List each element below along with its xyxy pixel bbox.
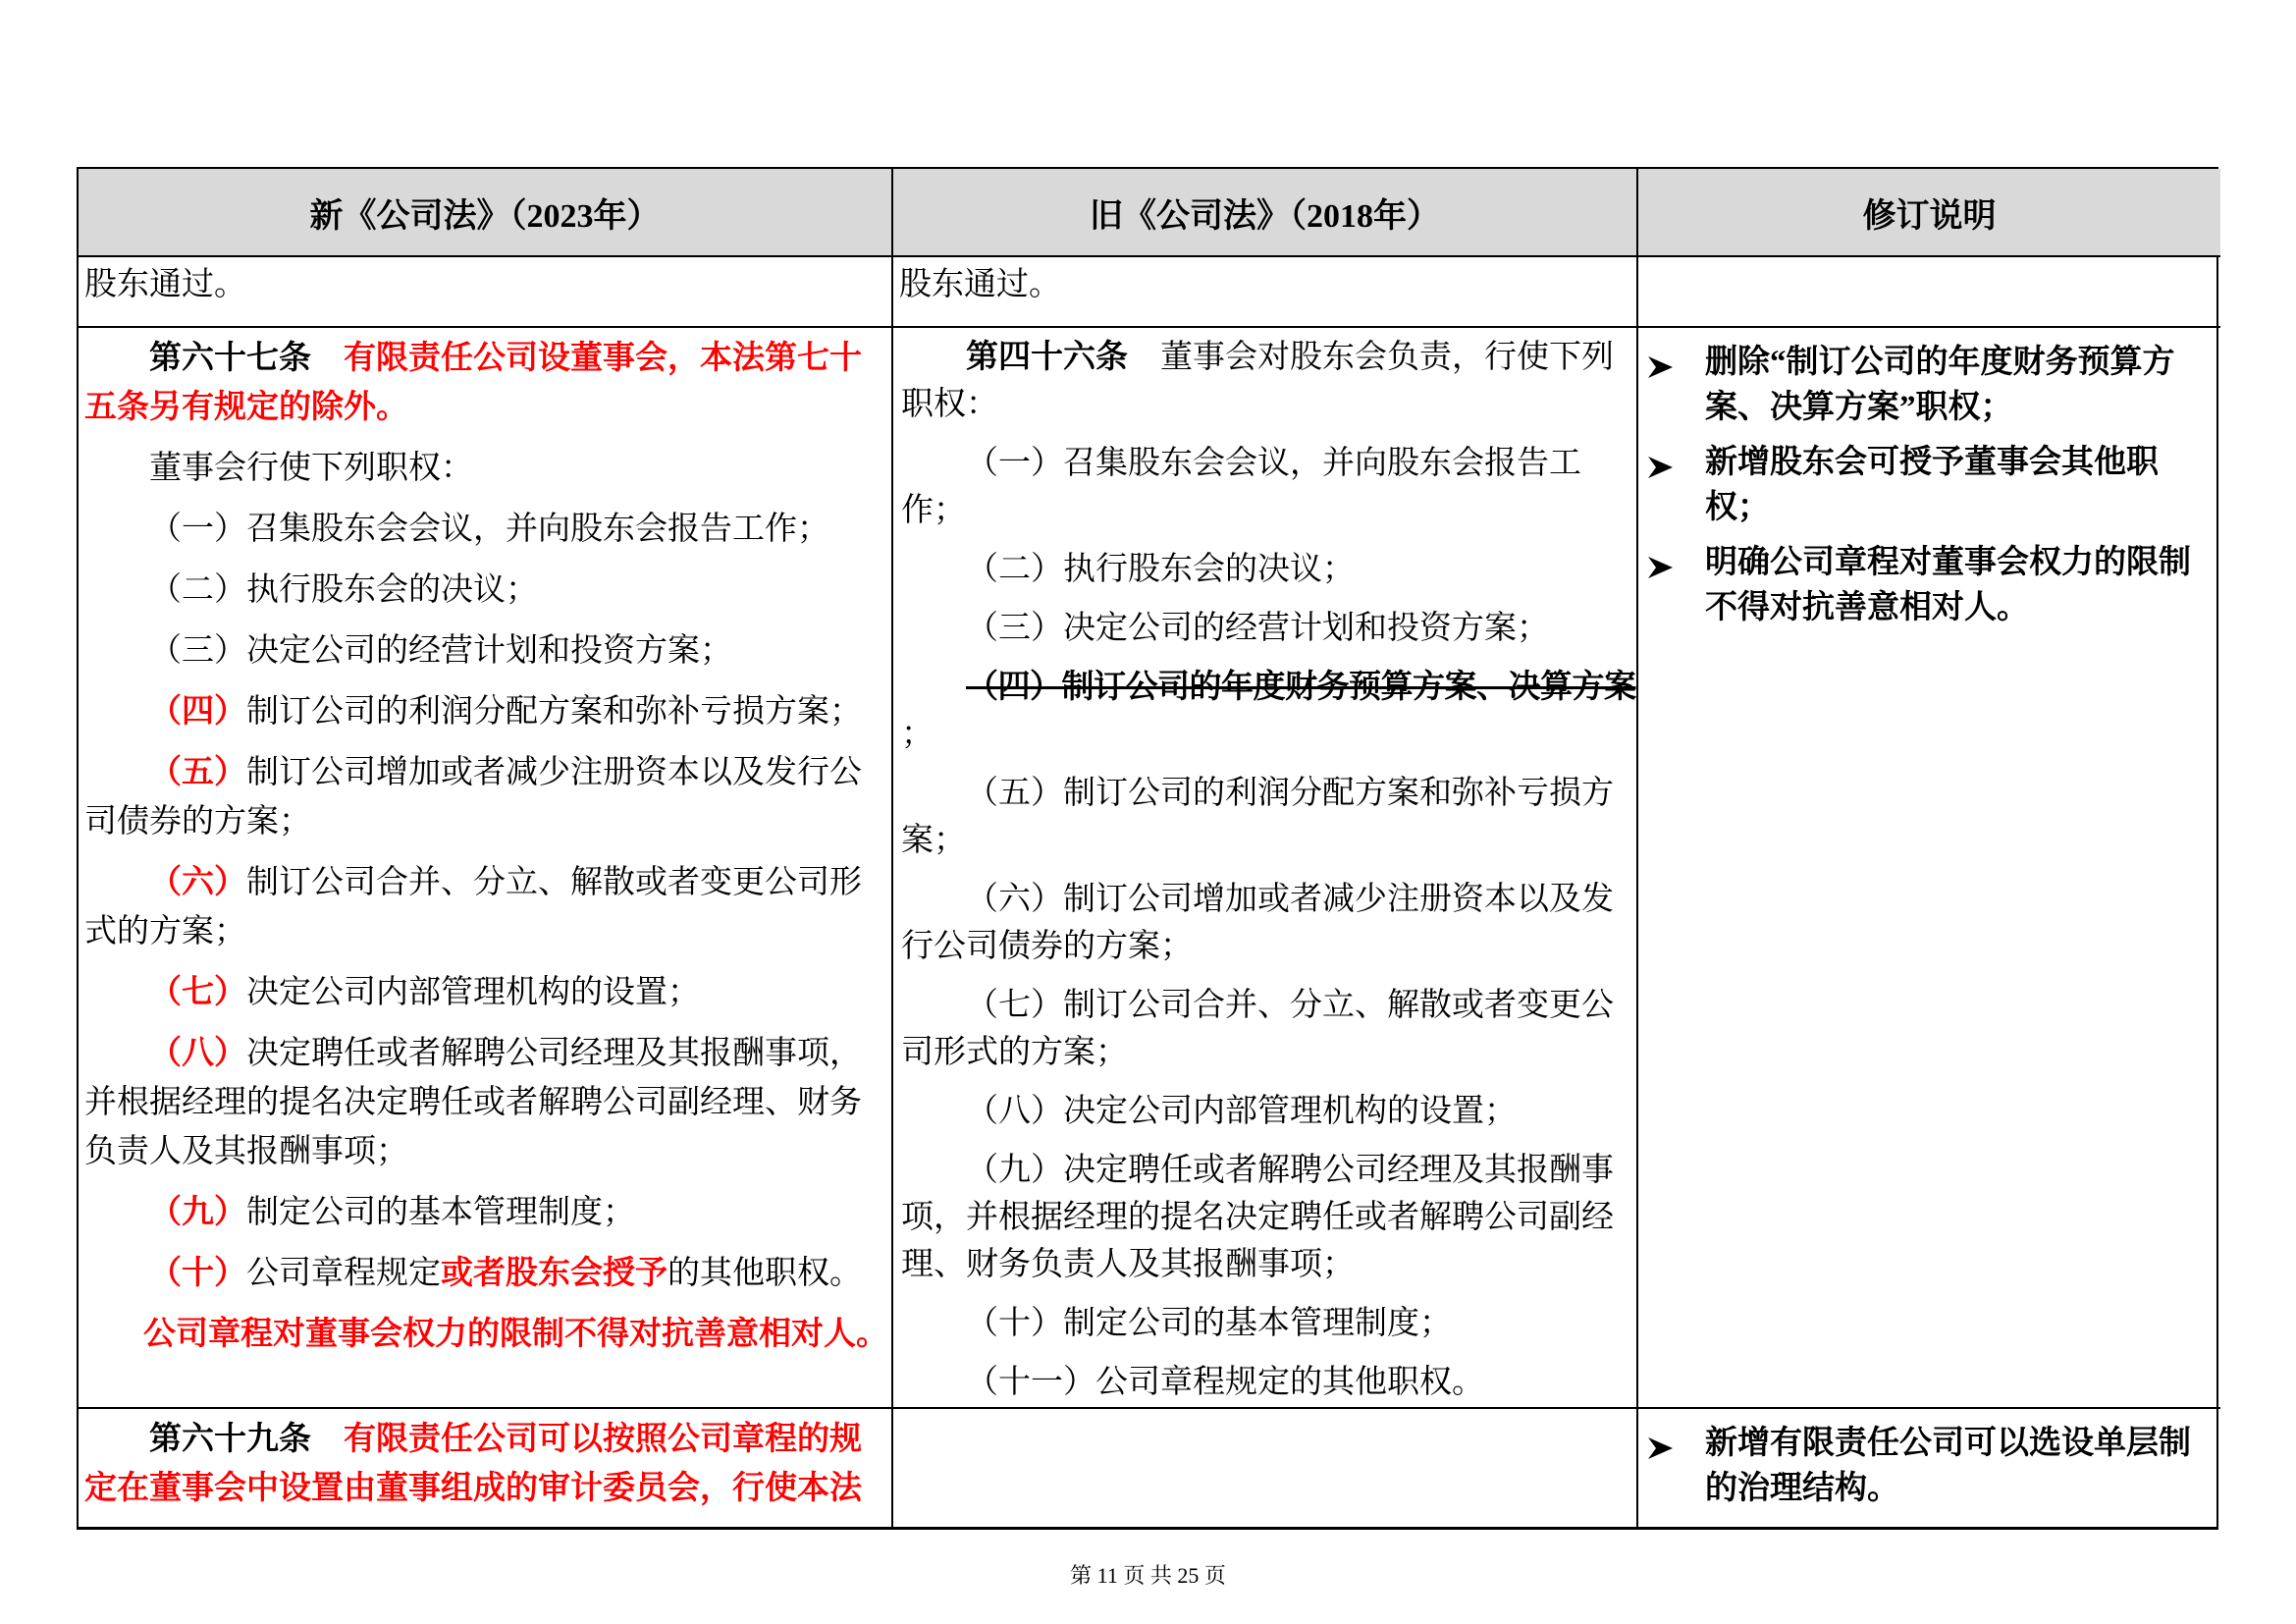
note-bullet-1-text: 删除“制订公司的年度财务预算方案、决算方案”职权； — [1705, 345, 2175, 425]
article-69-heading — [84, 1415, 891, 1513]
article-46-item-7: （七）制订公司合并、分立、解散或者变更公司形式的方案； — [901, 988, 1614, 1070]
item-4-text: 制订公司的利润分配方案和弥补亏损方案； — [246, 694, 862, 730]
article-67-closing — [84, 1310, 891, 1359]
article-67-added-text: 有限责任公司设董事会，本法第七十五条另有规定的除外。 — [84, 341, 862, 425]
article-69-number: 第六十九条 — [149, 1422, 311, 1457]
article-67-item-10 — [84, 1249, 891, 1298]
notes-cell-article-69 — [1638, 1409, 2220, 1527]
article-46-item-6: （六）制订公司增加或者减少注册资本以及发行公司债券的方案； — [901, 882, 1614, 964]
article-46-heading — [901, 334, 1636, 428]
article-67-item-8 — [84, 1029, 891, 1176]
arrow-bullet-icon — [1646, 440, 1680, 530]
item-7-number: （七） — [149, 975, 246, 1010]
item-7-text: 决定公司内部管理机构的设置； — [246, 975, 700, 1010]
carryover-text-old: 股东通过。 — [899, 267, 1061, 302]
note-bullet-3 — [1646, 540, 2213, 630]
article-46-number: 第四十六条 — [966, 340, 1128, 375]
column-header-notes — [1638, 169, 2220, 257]
item-8-text: 决定聘任或者解聘公司经理及其报酬事项，并根据经理的提名决定聘任或者解聘公司副经理、财务负责人及其报酬事项； — [84, 1036, 862, 1169]
carryover-text-new: 股东通过。 — [84, 267, 246, 302]
item-4-deleted-text: （四）制订公司的年度财务预算方案、决算方案 — [966, 670, 1636, 705]
page-number-footer: 第 11 页 共 25 页 — [1070, 1563, 1226, 1588]
article-46-item-8: （八）决定公司内部管理机构的设置； — [966, 1094, 1517, 1129]
item-10-number: （十） — [149, 1256, 246, 1291]
notes-cell-article-67 — [1638, 328, 2220, 1409]
article-67-item-7 — [84, 968, 891, 1017]
carryover-cell-notes-empty — [1638, 257, 2220, 328]
carryover-cell-old-law — [893, 257, 1638, 328]
item-10-text-b: 的其他职权。 — [667, 1256, 862, 1291]
article-67-closing-text: 公司章程对董事会权力的限制不得对抗善意相对人。 — [143, 1317, 888, 1352]
item-9-text: 制定公司的基本管理制度； — [246, 1195, 635, 1230]
arrow-bullet-icon — [1646, 1421, 1680, 1511]
item-5-text: 制订公司增加或者减少注册资本以及发行公司债券的方案； — [84, 755, 862, 839]
article-67-item-2: （二）执行股东会的决议； — [149, 572, 538, 608]
column-header-new-law — [79, 169, 893, 257]
note-bullet-4-text: 新增有限责任公司可以选设单层制的治理结构。 — [1705, 1426, 2191, 1506]
audit-row-old-law-empty — [893, 1409, 1638, 1527]
article-69-cell — [79, 1409, 893, 1527]
column-header-old-law-label: 旧《公司法》（2018年） — [1090, 197, 1440, 235]
article-67-heading — [84, 334, 891, 432]
article-46-item-2: （二）执行股东会的决议； — [966, 552, 1355, 587]
article-67-number: 第六十七条 — [149, 341, 311, 376]
article-67-cell — [79, 328, 893, 1409]
column-header-notes-label: 修订说明 — [1862, 197, 1997, 235]
article-67-item-3: （三）决定公司的经营计划和投资方案； — [149, 633, 732, 669]
article-46-item-3: （三）决定公司的经营计划和投资方案； — [966, 611, 1549, 646]
item-6-text: 制订公司合并、分立、解散或者变更公司形式的方案； — [84, 865, 862, 949]
article-46-item-5: （五）制订公司的利润分配方案和弥补亏损方案； — [901, 776, 1614, 858]
article-46-item-11: （十一）公司章程规定的其他职权。 — [966, 1365, 1484, 1400]
article-46-item-10: （十）制定公司的基本管理制度； — [966, 1306, 1452, 1341]
note-bullet-2-text: 新增股东会可授予董事会其他职权； — [1705, 445, 2159, 525]
column-header-new-law-label: 新《公司法》（2023年） — [309, 197, 661, 235]
item-10-added-text: 或者股东会授予 — [441, 1256, 667, 1291]
item-6-number: （六） — [149, 865, 246, 900]
article-67-item-9 — [84, 1188, 891, 1237]
note-bullet-4 — [1646, 1421, 2213, 1511]
note-bullet-3-text: 明确公司章程对董事会权力的限制不得对抗善意相对人。 — [1705, 545, 2191, 625]
note-bullet-1 — [1646, 340, 2213, 430]
column-header-old-law — [893, 169, 1638, 257]
article-67-item-6 — [84, 858, 891, 956]
article-46-item-4-struck — [901, 664, 1636, 711]
article-46-cell — [893, 328, 1638, 1409]
arrow-bullet-icon — [1646, 540, 1680, 630]
article-67-item-5 — [84, 748, 891, 846]
article-67-item-4 — [84, 687, 891, 736]
article-67-intro: 董事会行使下列职权： — [149, 451, 473, 486]
article-46-item-1: （一）召集股东会会议，并向股东会报告工作； — [901, 446, 1581, 528]
article-46-item-9: （九）决定聘任或者解聘公司经理及其报酬事项，并根据经理的提名决定聘任或者解聘公司副经理、财务负责人及其报酬事项； — [901, 1153, 1614, 1282]
carryover-cell-new-law — [79, 257, 893, 328]
arrow-bullet-icon — [1646, 340, 1680, 430]
law-comparison-table — [77, 167, 2218, 1530]
article-69-added-text: 有限责任公司可以按照公司章程的规定在董事会中设置由董事组成的审计委员会，行使本法 — [84, 1422, 862, 1506]
article-46-heading-text: 董事会对股东会负责，行使下列职权： — [901, 340, 1614, 422]
item-9-number: （九） — [149, 1195, 246, 1230]
note-bullet-2 — [1646, 440, 2213, 530]
item-10-text-a: 公司章程规定 — [246, 1256, 441, 1291]
article-67-item-1: （一）召集股东会会议，并向股东会报告工作； — [149, 512, 829, 547]
item-5-number: （五） — [149, 755, 246, 790]
item-8-number: （八） — [149, 1036, 246, 1071]
item-4-number: （四） — [149, 694, 246, 730]
article-46-item-4-tail: ； — [901, 717, 934, 752]
